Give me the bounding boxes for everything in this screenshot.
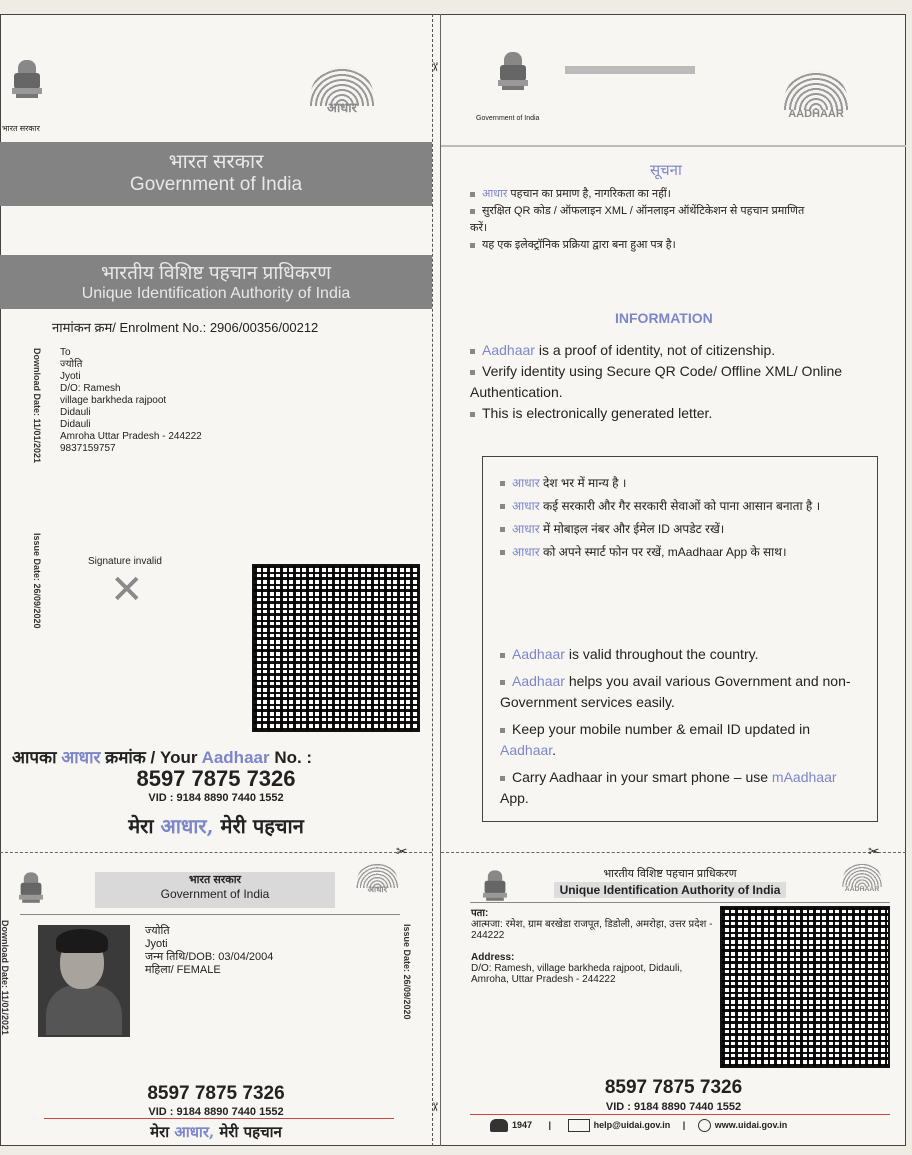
- item-keyword: Aadhaar: [482, 342, 535, 358]
- gov-hindi: भारत सरकार: [168, 151, 264, 173]
- card-red-rule: [470, 1114, 890, 1115]
- info-item: [470, 340, 895, 361]
- slogan-part: आधार,: [174, 1123, 215, 1141]
- card-address-hindi: [471, 908, 721, 941]
- card-gov-english: Government of India: [160, 887, 270, 901]
- address-block: [60, 347, 320, 455]
- gov-english: Government of India: [129, 174, 303, 195]
- slogan-part: मेरी पहचान: [220, 814, 304, 838]
- uidai-english: Unique Identification Authority of India: [81, 285, 351, 302]
- enrolment-number: नामांकन क्रम/ Enrolment No.: 2906/00356/00212: [52, 320, 319, 335]
- address-line: To: [60, 347, 71, 358]
- item-keyword: आधार: [512, 522, 540, 536]
- item-keyword: Aadhaar: [500, 742, 553, 758]
- aadhaar-logo-icon: [300, 66, 384, 116]
- item-keyword: आधार: [512, 476, 540, 490]
- uidai-band: [0, 255, 432, 309]
- address-line: 9837159757: [60, 443, 116, 454]
- holder-name-hindi: ज्योति: [145, 925, 170, 937]
- separator: |: [682, 1119, 686, 1130]
- card-slogan: [0, 1122, 432, 1142]
- item-text: को अपने स्मार्ट फोन पर रखें, mAadhaar App के साथ।: [539, 545, 787, 559]
- holder-gender: महिला/ FEMALE: [145, 964, 221, 976]
- card-holder-details: [145, 925, 273, 977]
- box-hi-item: [500, 520, 830, 539]
- item-keyword: आधार: [512, 499, 540, 513]
- scissors-icon: ✂: [428, 61, 443, 73]
- item-text: .: [552, 742, 557, 758]
- suchna-title: सूचना: [650, 162, 682, 179]
- label-part: No. :: [274, 748, 313, 767]
- information-title: INFORMATION: [615, 310, 713, 326]
- item-text: में मोबाइल नंबर और ईमेल ID अपडेट रखें।: [539, 522, 725, 536]
- address-line: Amroha Uttar Pradesh - 244222: [60, 431, 202, 442]
- item-text: helps you avail various Government and non-Government services easily.: [500, 673, 851, 710]
- cut-line-left: [0, 852, 432, 853]
- info-box-hindi-list: [500, 474, 830, 562]
- information-list: [470, 340, 895, 424]
- address-line: ज्योति: [60, 359, 83, 370]
- separator: |: [548, 1119, 552, 1130]
- item-text: यह एक इलेक्ट्रॉनिक प्रक्रिया द्वारा बना हुआ पत्र है।: [482, 239, 676, 251]
- label-part: आपका: [12, 748, 57, 767]
- label-part: आधार: [61, 748, 101, 767]
- email-icon: [568, 1119, 590, 1132]
- issue-date: Issue Date: 26/09/2020: [32, 533, 42, 629]
- card-uidai-header: [520, 866, 820, 899]
- globe-icon: [698, 1119, 711, 1132]
- box-hi-item: [500, 543, 830, 562]
- card-uidai-hindi: भारतीय विशिष्ट पहचान प्राधिकरण: [603, 868, 737, 880]
- card-gov-hindi: भारत सरकार: [188, 874, 242, 886]
- item-text: is valid throughout the country.: [564, 646, 759, 662]
- item-keyword: mAadhaar: [771, 769, 837, 785]
- slogan: [0, 812, 432, 839]
- card-vid: VID : 9184 8890 7440 1552: [148, 1106, 284, 1118]
- suchna-item: [470, 237, 815, 254]
- scissors-icon: ✂: [868, 843, 880, 859]
- fold-line: [432, 14, 433, 1146]
- aadhaar-logo-icon: [774, 70, 858, 120]
- help-email: help@uidai.gov.in: [593, 1119, 671, 1130]
- item-text: Carry Aadhaar in your smart phone – use: [512, 769, 772, 785]
- invalid-cross-icon: ✕: [110, 568, 144, 612]
- aadhaar-logo-icon: [350, 862, 405, 895]
- item-text: Keep your mobile number & email ID updated in: [512, 721, 811, 737]
- suchna-item: [470, 203, 815, 237]
- address-line: Didauli: [60, 407, 91, 418]
- card-rule: [20, 914, 400, 915]
- panel-divider: [440, 14, 441, 1146]
- card-footer: [490, 1119, 787, 1132]
- header-rule: [441, 145, 906, 147]
- item-text: कई सरकारी और गैर सरकारी सेवाओं को पाना आसान बनाता है ।: [539, 499, 821, 513]
- cut-line-right: [441, 852, 906, 853]
- item-text: पहचान का प्रमाण है, नागरिकता का नहीं।: [507, 188, 671, 200]
- gov-band: [0, 142, 432, 206]
- address-line: Jyoti: [60, 371, 81, 382]
- your-aadhaar-label: [12, 745, 312, 768]
- box-en-item: [500, 767, 860, 809]
- box-en-item: [500, 644, 860, 665]
- card-qr-code: [720, 906, 890, 1068]
- label-part: क्रमांक / Your: [105, 748, 198, 767]
- faded-header-line: [565, 66, 695, 74]
- card-download-date: Download Date: 11/01/2021: [0, 920, 10, 1036]
- aadhaar-logo-text: AADHAAR: [844, 885, 880, 893]
- card-uidai-english: Unique Identification Authority of India: [554, 882, 787, 898]
- address-label: Address:: [471, 952, 515, 963]
- address-line: village barkheda rajpoot: [60, 395, 167, 406]
- slogan-part: आधार,: [160, 814, 214, 838]
- item-text: सुरक्षित QR कोड / ऑफलाइन XML / ऑनलाइन ऑथेंटिकेशन से पहचान प्रमाणित करें।: [470, 205, 805, 234]
- item-text: देश भर में मान्य है ।: [539, 476, 627, 490]
- website: www.uidai.gov.in: [714, 1119, 788, 1130]
- item-text: App.: [500, 790, 529, 806]
- state-emblem-icon: [10, 60, 44, 104]
- state-emblem-icon: [481, 870, 508, 905]
- scissors-icon: ✂: [396, 843, 408, 859]
- slogan-part: मेरा: [150, 1123, 170, 1141]
- pata-text: आत्मजा: रमेश, ग्राम बरखेडा राजपूत, डिडोली, अमरोहा, उत्तर प्रदेश - 244222: [471, 919, 713, 941]
- card-back-vid: VID : 9184 8890 7440 1552: [605, 1101, 742, 1113]
- slogan-part: मेरा: [128, 814, 154, 838]
- vid-number: VID : 9184 8890 7440 1552: [148, 792, 284, 804]
- item-text: Verify identity using Secure QR Code/ Offline XML/ Online Authentication.: [470, 363, 843, 400]
- holder-name: Jyoti: [145, 938, 168, 950]
- signature-status: Signature invalid: [88, 556, 162, 567]
- qr-code: [252, 564, 420, 732]
- card-rule: [470, 902, 890, 903]
- aadhaar-logo-text: आधार: [327, 100, 357, 115]
- address-line: D/O: Ramesh: [60, 383, 121, 394]
- item-text: is a proof of identity, not of citizenship.: [534, 342, 776, 358]
- helpline: 1947: [512, 1119, 533, 1130]
- box-en-item: [500, 671, 860, 713]
- suchna-item: [470, 186, 815, 203]
- card-back-aadhaar-number: 8597 7875 7326: [604, 1077, 743, 1098]
- aadhaar-logo-icon: [836, 862, 888, 893]
- state-emblem-icon: [496, 52, 530, 96]
- card-issue-date: Issue Date: 26/09/2020: [402, 924, 412, 1020]
- label-part: Aadhaar: [201, 748, 270, 767]
- item-keyword: आधार: [482, 188, 508, 200]
- card-gov-band: [95, 872, 335, 908]
- info-item: [470, 403, 895, 424]
- state-emblem-icon: [17, 872, 44, 907]
- holder-dob: जन्म तिथि/DOB: 03/04/2004: [145, 951, 274, 963]
- address-line: Didauli: [60, 419, 91, 430]
- address-text: D/O: Ramesh, village barkheda rajpoot, Didauli, Amroha, Uttar Pradesh - 244222: [471, 963, 683, 985]
- emblem-caption: Government of India: [476, 115, 540, 122]
- uidai-hindi: भारतीय विशिष्ट पहचान प्राधिकरण: [101, 263, 331, 284]
- item-keyword: Aadhaar: [512, 673, 565, 689]
- card-red-rule: [44, 1118, 394, 1119]
- box-en-item: [500, 719, 860, 761]
- holder-photo: [38, 925, 130, 1037]
- item-text: This is electronically generated letter.: [482, 405, 713, 421]
- info-item: [470, 361, 895, 403]
- box-hi-item: [500, 474, 830, 493]
- item-keyword: Aadhaar: [512, 646, 565, 662]
- scissors-icon: ✂: [428, 1101, 443, 1113]
- suchna-list: [470, 186, 815, 254]
- info-box-english-list: [500, 644, 860, 809]
- aadhaar-logo-text: AADHAAR: [788, 108, 844, 120]
- phone-icon: [490, 1119, 508, 1132]
- pata-label: पता:: [471, 908, 489, 919]
- slogan-part: मेरी पहचान: [219, 1123, 282, 1141]
- aadhaar-logo-text: आधार: [367, 884, 388, 894]
- box-hi-item: [500, 497, 830, 516]
- card-address-english: [471, 952, 721, 985]
- card-aadhaar-number: 8597 7875 7326: [147, 1083, 285, 1104]
- emblem-caption: भारत सरकार: [2, 124, 40, 133]
- download-date: Download Date: 11/01/2021: [32, 348, 42, 464]
- item-keyword: आधार: [512, 545, 540, 559]
- aadhaar-number: 8597 7875 7326: [136, 766, 296, 791]
